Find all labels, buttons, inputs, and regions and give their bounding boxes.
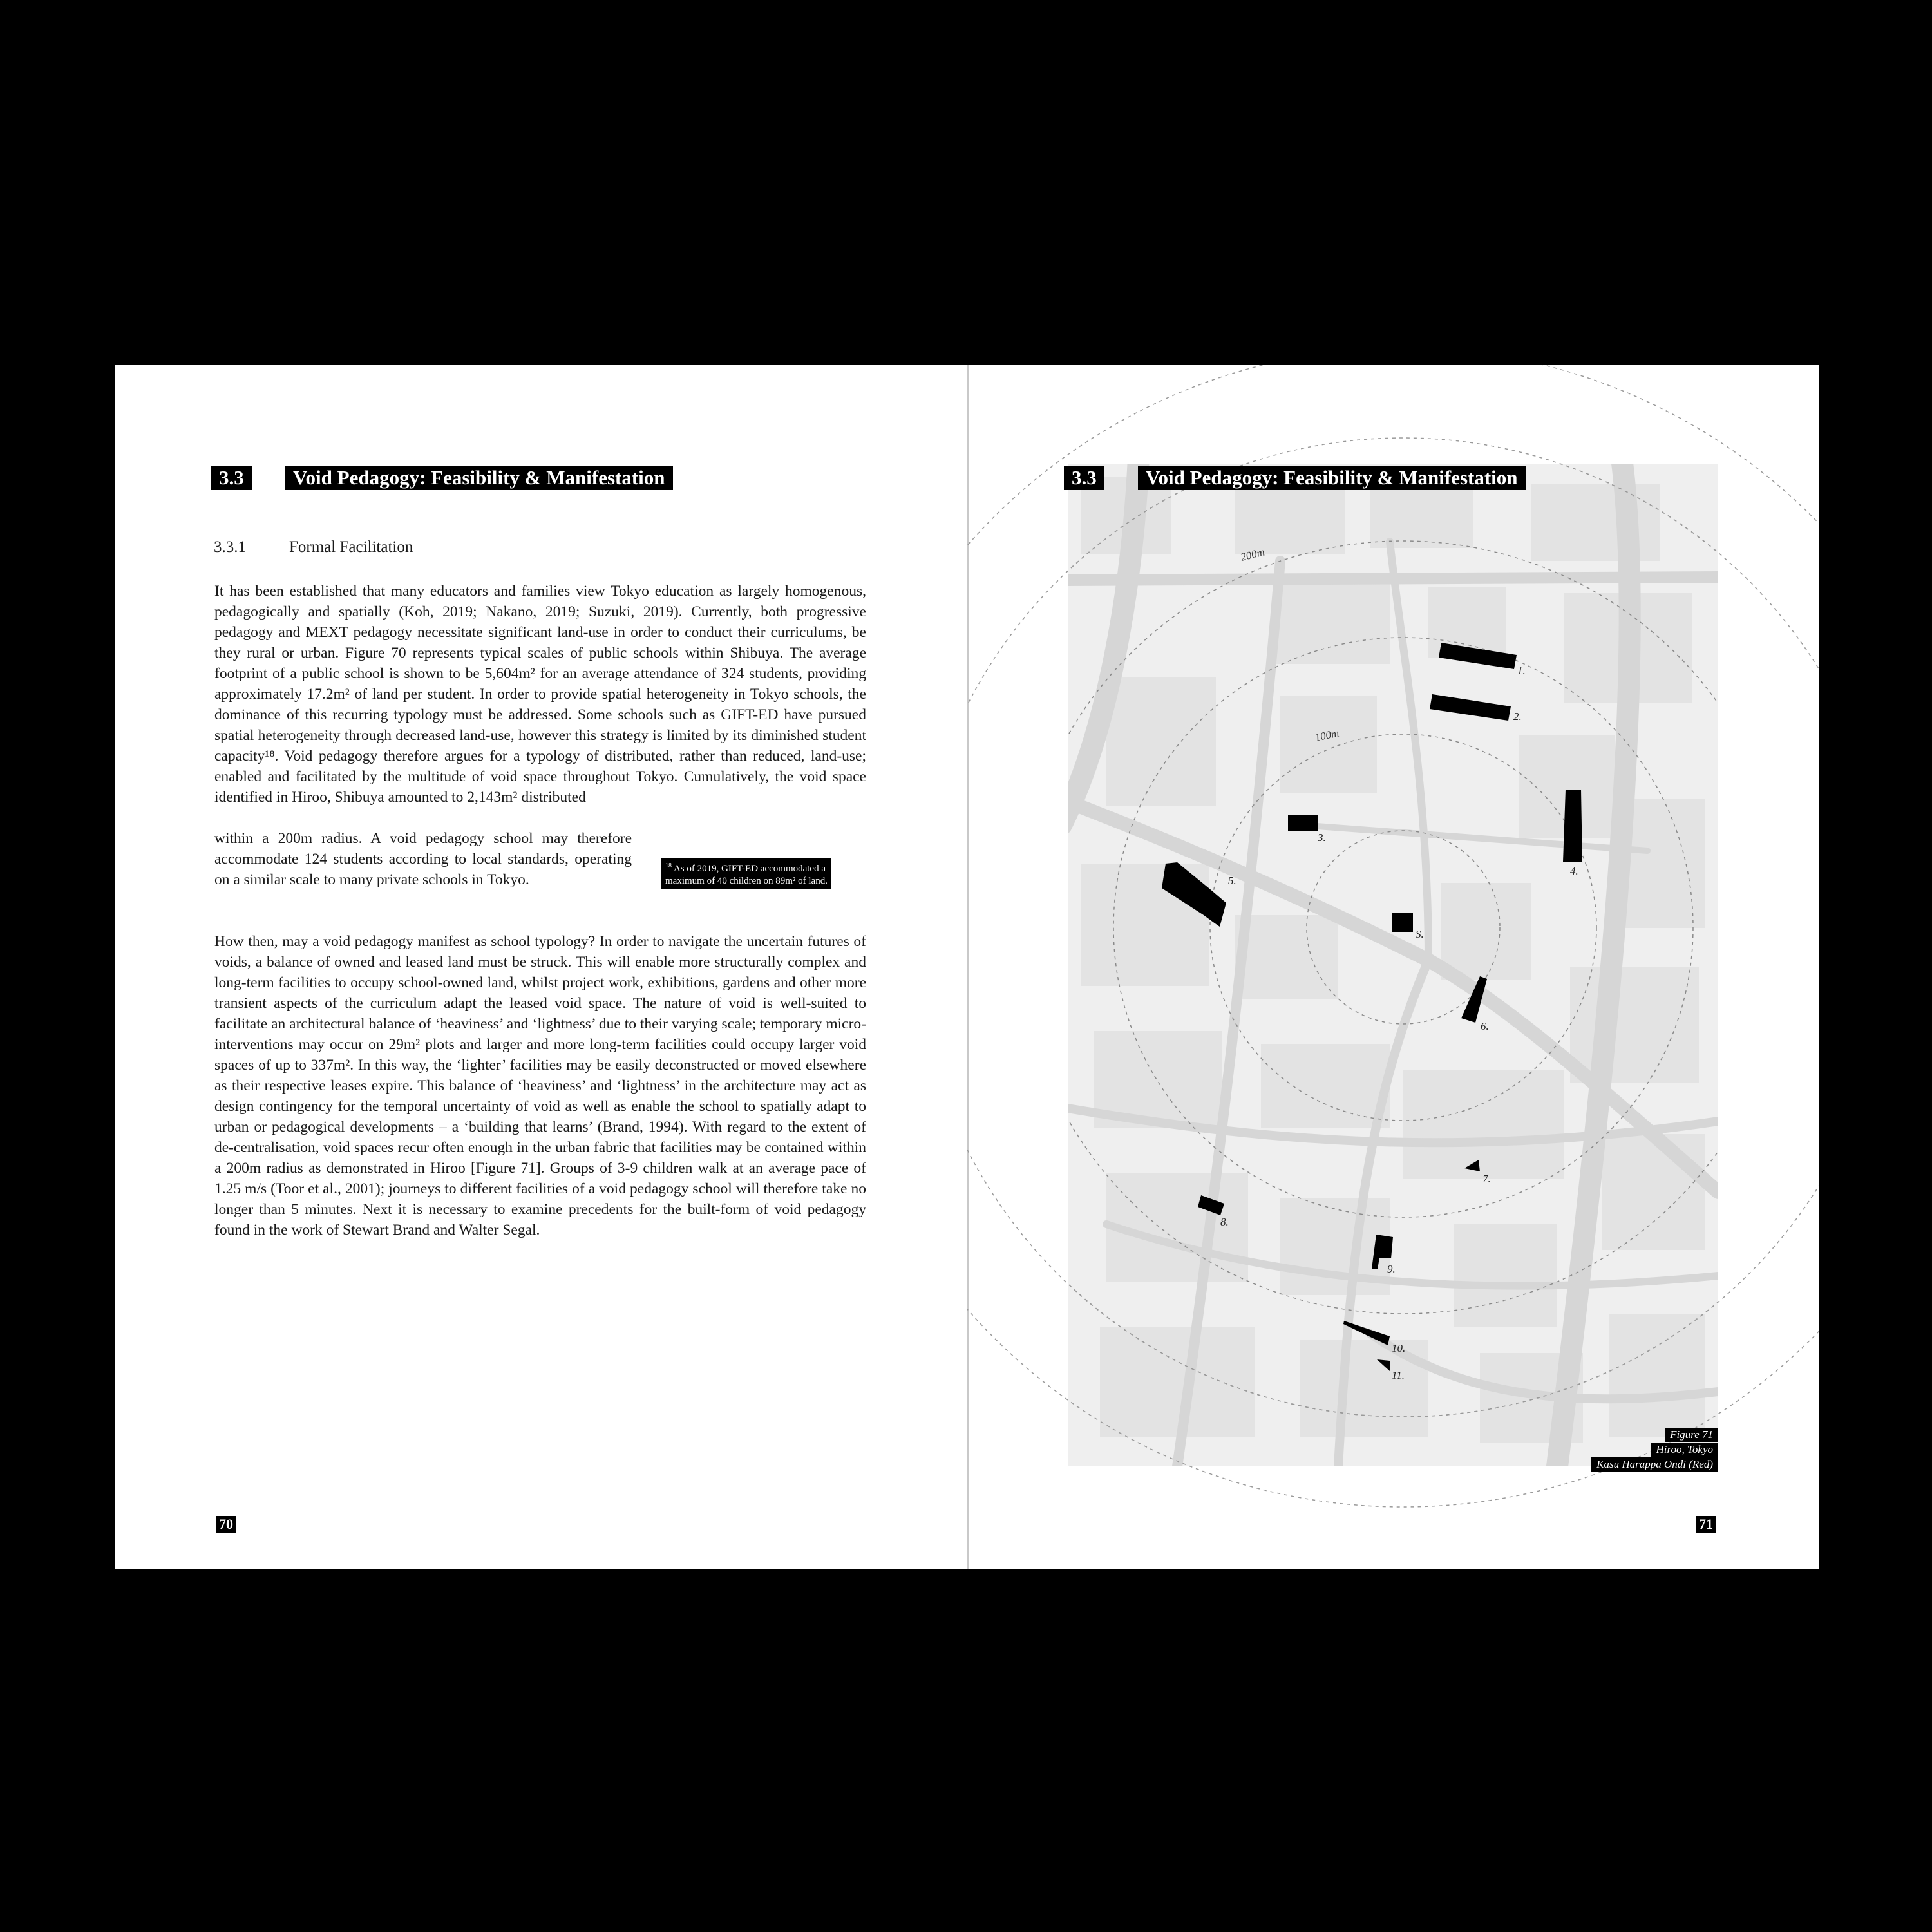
paragraph-1-tail: within a 200m radius. A void pedagogy school may therefore accommodate 124 students according to local standards, operating on a similar scale to many private schools in Tokyo. — [214, 830, 632, 888]
void-label-5: 5. — [1228, 875, 1236, 887]
void-label-8: 8. — [1220, 1216, 1229, 1228]
void-label-11: 11. — [1392, 1369, 1405, 1381]
outer-radius-rings — [967, 365, 1819, 1569]
void-label-4: 4. — [1570, 865, 1578, 877]
figure-caption — [1591, 1427, 1718, 1472]
paragraph-1: It has been established that many educators and families view Tokyo education as largely homogenous, pedagogically and spatially (Koh, 2019; Nakano, 2019; Suzuki, 2019). Currently, both progressive pedagogy and MEXT pedagogy necessitate significant land-use in order to conduct their curriculums, be they rural or urban. Figure 70 represents typical scales of public schools within Shibuya. The average footprint of a public school is shown to be 5,604m² for an average attendance of 324 students, providing approximately 17.2m² of land per student. In order to provide spatial heterogeneity in Tokyo schools, the dominance of this recurring typology must be addressed. Some schools such as GIFT-ED have pursued spatial heterogeneity through decreased land-use, however this strategy is limited by its diminished student capacity¹⁸. Void pedagogy therefore argues for a typology of distributed, rather than reduced, land-use; enabled and facilitated by the multitude of void space throughout Tokyo. Cumulatively, the void space identified in Hiroo, Shibuya amounted to 2,143m² distributed — [214, 583, 866, 806]
page-number-left: 70 — [216, 1516, 236, 1533]
section-title: Void Pedagogy: Feasibility & Manifestation — [285, 466, 673, 490]
caption-line-3: Kasu Harappa Ondi (Red) — [1591, 1457, 1718, 1472]
section-title: Void Pedagogy: Feasibility & Manifestation — [1138, 466, 1526, 490]
section-number: 3.3 — [1064, 466, 1104, 490]
void-label-9: 9. — [1387, 1263, 1396, 1275]
subsection-number: 3.3.1 — [214, 538, 246, 556]
void-label-1: 1. — [1517, 665, 1526, 677]
left-page — [115, 365, 967, 1569]
footnote-line-1: As of 2019, GIFT-ED accommodated a — [673, 864, 826, 874]
footnote-line-2: maximum of 40 children on 89m² of land. — [665, 876, 828, 886]
void-label-2: 2. — [1513, 710, 1522, 723]
footnote — [661, 858, 831, 889]
footnote-marker: 18 — [665, 862, 672, 869]
caption-line-2: Hiroo, Tokyo — [1651, 1443, 1718, 1457]
void-label-6: 6. — [1481, 1020, 1489, 1032]
subsection-title: Formal Facilitation — [289, 538, 413, 556]
right-page — [967, 365, 1819, 1569]
subsection-heading — [214, 538, 413, 556]
void-label-10: 10. — [1392, 1342, 1406, 1354]
ring-label-200m: 200m — [1239, 545, 1266, 564]
caption-line-1: Figure 71 — [1665, 1428, 1718, 1442]
void-label-7: 7. — [1482, 1173, 1491, 1185]
void-label-3: 3. — [1318, 831, 1326, 844]
ring-label-100m: 100m — [1313, 726, 1340, 744]
paragraph-2: How then, may a void pedagogy manifest as school typology? In order to navigate the uncertain futures of voids, a balance of owned and leased land must be struck. This will enable more structurally complex and long-term facilities to occupy school-owned land, whilst project work, exhibitions, gardens and other more transient aspects of the curriculum adapt the leased void space. The nature of void is well-suited to facilitate an architectural balance of ‘heaviness’ and ‘lightness’ due to their varying scale; temporary micro-interventions may occur on 29m² plots and larger and more long-term facilities could occupy larger void spaces of up to 337m². In this way, the ‘lighter’ facilities may be easily deconstructed or moved elsewhere as their respective leases expire. This balance of ‘heaviness’ and ‘lightness’ in the architecture may act as design contingency for the temporal uncertainty of void as well as enable the school to spatially adapt to urban or pedagogical developments – a ‘building that learns’ (Brand, 1994). With regard to the extent of de-centralisation, void spaces recur often enough in the urban fabric that facilities may be contained within a 200m radius as demonstrated in Hiroo [Figure 71]. Groups of 3-9 children walk at an average pace of 1.25 m/s (Toor et al., 2001); journeys to different facilities of a void pedagogy school will therefore take no longer than 5 minutes. Next it is necessary to examine precedents for the built-form of void pedagogy found in the work of Stewart Brand and Walter Segal. — [214, 933, 866, 1238]
section-number: 3.3 — [211, 466, 252, 490]
page-number-right: 71 — [1696, 1516, 1716, 1533]
void-label-s: S. — [1416, 928, 1424, 940]
